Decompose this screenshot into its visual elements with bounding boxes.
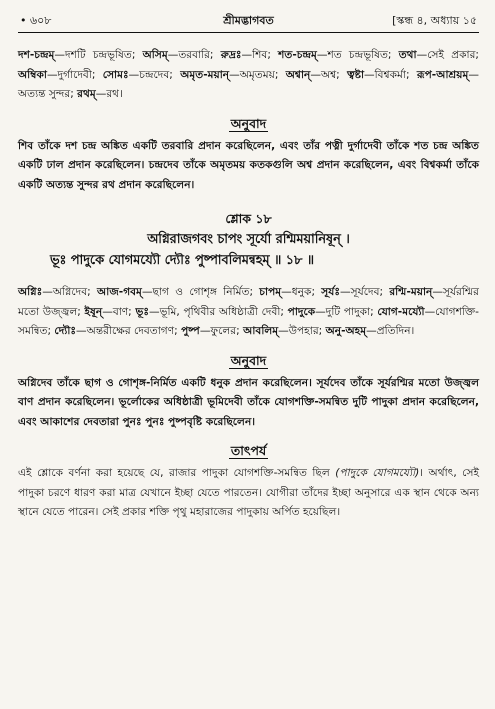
synonym-word: রথম্ <box>77 88 96 100</box>
synonym-dash: — <box>315 305 326 318</box>
purport-part-2: । অর্থাৎ, সেই পাদুকা চরণে ধারণ করা মাত্র যেখানে ইচ্ছা যেতে পারতেন। যোগীরা তাঁদের ইচ্ছা অনুসারে এক স্থান থেকে অন্য স্থানে যেতে পারেন। সেই প্রকার শক্তি পৃথু মহারাজের পাদুকায় অর্পিত হয়েছিল। <box>18 467 479 518</box>
synonym-meaning: দুর্গাদেবী; <box>57 68 103 81</box>
synonym-word: তথা <box>398 49 417 61</box>
synonyms-verse-18 <box>18 283 479 342</box>
synonym-meaning: দশটি চন্দ্রভূষিত; <box>65 49 143 61</box>
verse-number: শ্লোক ১৮ <box>225 211 272 226</box>
synonym-meaning: বাণ; <box>112 305 136 318</box>
synonym-dash: — <box>199 325 211 337</box>
synonym-meaning: উপহার; <box>288 325 326 337</box>
synonym-dash: — <box>95 88 107 100</box>
synonym-meaning: চন্দ্রদেব; <box>139 68 181 81</box>
verse-line-1: অগ্নিরাজগবং চাপং সূর্যো রশ্মিময়ানিষূন্ । <box>147 232 350 247</box>
synonym-meaning: প্রতিদিন। <box>376 325 415 337</box>
translation-heading-18: অনুবাদ <box>230 352 267 368</box>
synonym-word: চাপম্ <box>259 286 282 298</box>
synonym-dash: — <box>102 305 113 318</box>
synonym-dash: — <box>366 325 377 337</box>
synonym-dash: — <box>42 286 53 298</box>
synonym-word: ইষূন্ <box>84 305 103 318</box>
synonym-word: অসিম্ <box>142 49 168 61</box>
translation-verse-17: শিব তাঁকে দশ চন্দ্র অঙ্কিত একটি তরবারি প্রদান করেছিলেন, এবং তাঁর পত্নী দুর্গাদেবী তাঁকে শত চন্দ্র অঙ্কিত একটি ঢাল প্রদান করেছিলেন। চন্দ্রদেব তাঁকে অমৃতময় কতকগুলি অশ্ব প্রদান করেছিলেন, এবং বিশ্বকর্মা তাঁকে একটি অত্যন্ত সুন্দর রথ প্রদান করেছিলেন। <box>18 139 479 191</box>
synonym-word: শত-চন্দ্রম্ <box>278 49 317 61</box>
synonyms-verse-17 <box>18 46 479 105</box>
header-rule <box>18 32 479 33</box>
synonym-dash: — <box>424 305 436 318</box>
synonym-word: অনু-অহম্ <box>325 325 367 337</box>
synonym-dash: — <box>76 325 87 337</box>
page-number: • ৬০৮ <box>20 14 52 27</box>
synonym-word: পুষ্প <box>181 325 200 337</box>
synonym-meaning: অত্যন্ত সুন্দর; <box>18 88 78 100</box>
synonym-word: আজ-গবম্ <box>96 286 142 298</box>
page-header <box>18 12 479 34</box>
purport-heading: তাৎপর্য <box>230 443 267 458</box>
synonym-meaning: ধনুক; <box>291 286 322 298</box>
synonym-dash: — <box>316 49 328 61</box>
sanskrit-verse <box>18 229 479 271</box>
synonym-meaning: তরবারি; <box>178 49 221 61</box>
synonym-meaning: যোগশক্তি-সমন্বিত; <box>18 305 479 337</box>
synonym-meaning: শিব; <box>252 49 279 61</box>
synonym-dash: — <box>149 305 160 318</box>
synonym-word: দশ-চন্দ্রম্ <box>18 49 55 61</box>
book-title: শ্রীমদ্ভাগবত <box>223 14 274 27</box>
synonym-meaning: অশ্ব; <box>320 68 348 81</box>
synonym-meaning: সূর্যদেব; <box>350 286 390 298</box>
synonym-dash: — <box>416 49 428 61</box>
synonym-word: রশ্মি-ময়ান্ <box>389 286 433 298</box>
synonym-dash: — <box>46 68 58 81</box>
synonym-dash: — <box>167 49 179 61</box>
synonym-word: অমৃত-ময়ান্ <box>180 68 230 81</box>
synonym-word: পাদুকে <box>287 305 316 318</box>
synonym-dash: — <box>468 68 479 81</box>
synonym-meaning: দুটি পাদুকা; <box>325 305 378 318</box>
synonym-meaning: অগ্নিদেব; <box>52 286 97 298</box>
chapter-reference: [স্কন্ধ ৪, অধ্যায় ১৫ <box>392 14 477 27</box>
synonym-meaning: রথ। <box>106 88 123 100</box>
synonym-word: অগ্নিঃ <box>18 286 43 298</box>
synonym-word: আবলিম্ <box>243 325 279 337</box>
synonym-dash: — <box>340 286 351 298</box>
synonym-dash: — <box>432 286 443 298</box>
translation-heading-17: অনুবাদ <box>230 115 267 131</box>
verse-line-2: ভূঃ পাদুকে যোগময্যৌ দ্যৌঃ পুষ্পাবলিমন্বহম্ ॥ ১৮ ॥ <box>50 253 314 268</box>
purport-text <box>18 464 479 523</box>
synonym-dash: — <box>241 49 253 61</box>
translation-verse-18: অগ্নিদেব তাঁকে ছাগ ও গোশৃঙ্গ-নির্মিত একটি ধনুক প্রদান করেছিলেন। সূর্যদেব তাঁকে সূর্যরশ্মির মতো উজ্জ্বল বাণ প্রদান করেছিলেন। ভূর্লোকের অধিষ্ঠাত্রী ভূমিদেবী তাঁকে যোগশক্তি-সমন্বিত দুটি পাদুকা প্রদান করেছিলেন, এবং আকাশের দেবতারা পুনঃ পুনঃ পুষ্পবৃষ্টি করেছিলেন। <box>18 376 479 428</box>
synonym-word: সূর্যঃ <box>321 286 341 298</box>
synonym-meaning: অন্তরীক্ষের দেবতাগণ; <box>86 325 182 337</box>
synonym-meaning: সেই প্রকার; <box>427 49 479 61</box>
synonym-meaning: শত চন্দ্রভূষিত; <box>327 49 399 61</box>
synonym-meaning: বিশ্বকর্মা; <box>374 68 417 81</box>
synonym-dash: — <box>278 325 289 337</box>
synonym-word: অম্বিকা <box>18 68 47 81</box>
synonym-meaning: অমৃতময়; <box>239 68 286 81</box>
synonym-word: সোমঃ <box>102 68 129 81</box>
synonym-meaning: ফুলের; <box>210 325 244 337</box>
synonym-meaning: ছাগ ও গোশৃঙ্গ নির্মিত; <box>152 286 260 298</box>
synonym-word: রূপ-আশ্রয়ম্ <box>416 68 469 81</box>
synonym-word: ত্বষ্টা <box>347 68 365 81</box>
synonym-word: দ্যৌঃ <box>54 325 77 337</box>
synonym-meaning: সূর্যরশ্মির মতো উজ্জ্বল; <box>18 286 479 318</box>
synonym-word: যোগ-ময্যৌ <box>377 305 425 318</box>
purport-part-1: এই শ্লোকে বর্ণনা করা হয়েছে যে, রাজার পাদুকা যোগশক্তি-সমন্বিত ছিল <box>18 467 336 479</box>
synonym-meaning: ভূমি, পৃথিবীর অধিষ্ঠাত্রী দেবী; <box>159 305 288 318</box>
synonym-dash: — <box>229 68 240 81</box>
synonym-dash: — <box>141 286 153 298</box>
synonym-dash: — <box>281 286 292 298</box>
synonym-dash: — <box>310 68 321 81</box>
purport-italic: (পাদুকে যোগময্যৌ) <box>335 467 420 479</box>
synonym-dash: — <box>54 49 65 61</box>
synonym-dash: — <box>364 68 375 81</box>
synonym-word: রুদ্রঃ <box>220 49 242 61</box>
synonym-dash: — <box>128 68 140 81</box>
synonym-word: অশ্বান্ <box>285 68 311 81</box>
synonym-word: ভূঃ <box>135 305 149 318</box>
